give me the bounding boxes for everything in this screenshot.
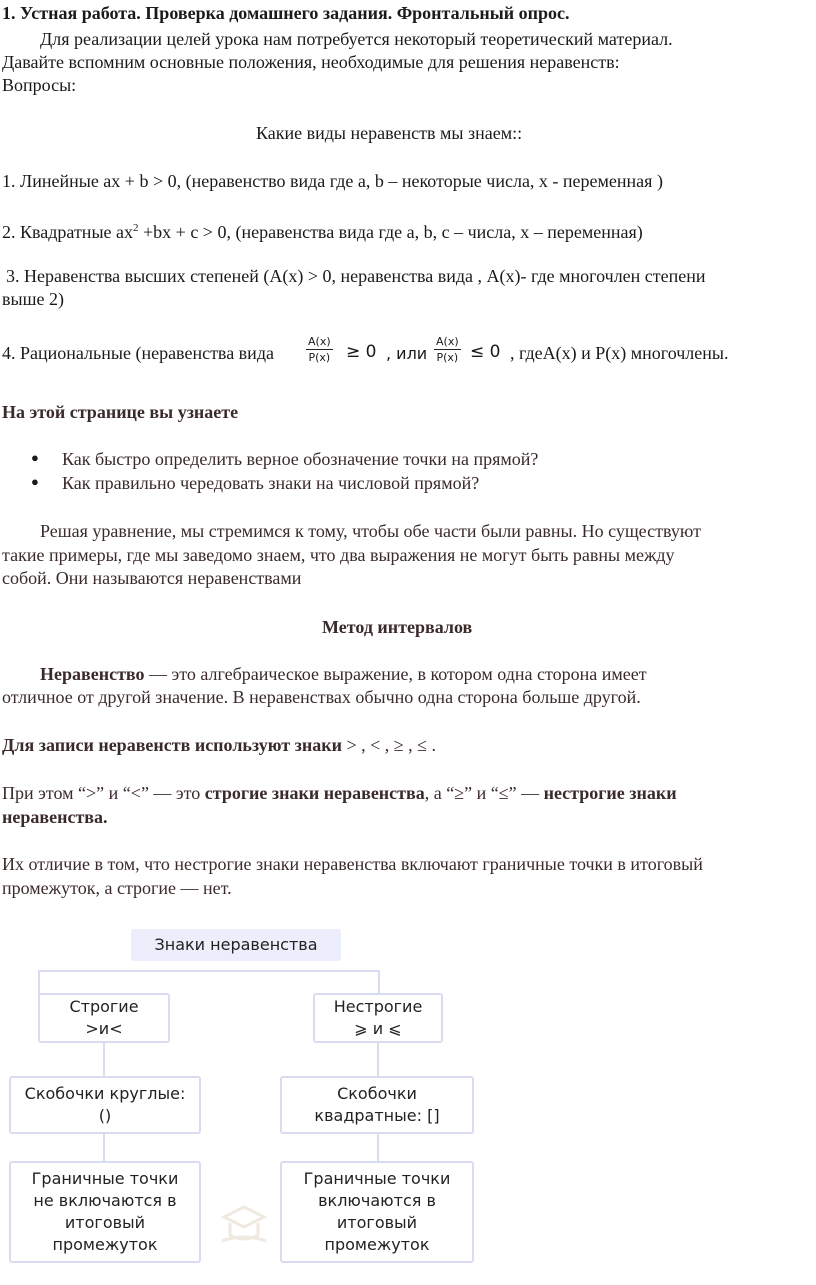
type-quadratic-sup: 2 bbox=[133, 222, 139, 234]
definition-term: Неравенство bbox=[40, 664, 145, 684]
nonstrict-box-title: Нестрогие bbox=[333, 997, 423, 1016]
signs-line bbox=[2, 734, 436, 756]
difference-line-2: промежуток, а строгие — нет. bbox=[2, 878, 232, 898]
rational-or: , или bbox=[386, 344, 428, 363]
type-linear: 1. Линейные ax + b > 0, (неравенство вида где а, b – некоторые числа, x - переменная ) bbox=[2, 171, 663, 191]
included-line-3: итоговый bbox=[336, 1213, 418, 1232]
learn-item: Как правильно чередовать знаки на числовой прямой? bbox=[62, 473, 480, 493]
connector-horizontal bbox=[38, 970, 380, 972]
signs-symbols: > , < , ≥ , ≤ . bbox=[342, 735, 437, 755]
para-line-1: Решая уравнение, мы стремимся к тому, чтобы обе части были равны. Но существуют bbox=[40, 521, 701, 541]
boundary-excluded-box bbox=[9, 1161, 201, 1263]
round-brackets-line-1: Скобочки круглые: bbox=[24, 1084, 186, 1103]
learn-title: На этой странице вы узнаете bbox=[2, 402, 239, 422]
rational-fraction-2 bbox=[434, 335, 461, 364]
strict-line-1 bbox=[2, 782, 677, 804]
excluded-line-2: не включаются в bbox=[33, 1191, 177, 1210]
bullet-icon: ● bbox=[31, 474, 39, 489]
fraction-1-numerator: A(x) bbox=[308, 335, 331, 348]
rational-relation-1: ≥ 0 bbox=[346, 342, 377, 362]
learn-item: Как быстро определить верное обозначение точки на прямой? bbox=[62, 449, 539, 469]
strict-bold-1: строгие знаки неравенства bbox=[204, 783, 425, 803]
type-higher-line-1: 3. Неравенства высших степеней (A(x) > 0, неравенства вида , A(x)- где многочлен степени bbox=[6, 266, 706, 286]
intro-line-1: Для реализации целей урока нам потребуется некоторый теоретический материал. bbox=[40, 29, 673, 49]
difference-line-1: Их отличие в том, что нестрогие знаки неравенства включают граничные точки в итоговый bbox=[2, 854, 703, 874]
included-line-2: включаются в bbox=[318, 1191, 436, 1210]
round-brackets-line-2: () bbox=[98, 1106, 112, 1125]
signs-bold: Для записи неравенств используют знаки bbox=[2, 735, 342, 755]
square-brackets-line-2: квадратные: [] bbox=[314, 1106, 440, 1125]
connector-round-down bbox=[103, 1134, 105, 1162]
type-rational-suffix: , гдеA(x) и P(x) многочлены. bbox=[510, 343, 729, 363]
connector-right bbox=[378, 970, 380, 994]
strict-text-1: При этом “>” и “<” — это bbox=[2, 783, 205, 803]
watermark-icon bbox=[214, 1203, 274, 1249]
connector-left bbox=[38, 970, 40, 994]
definition-line-1 bbox=[40, 663, 647, 685]
square-brackets-box bbox=[280, 1076, 474, 1134]
boundary-included-box bbox=[280, 1161, 474, 1263]
type-higher-line-2: выше 2) bbox=[2, 289, 64, 309]
type-quadratic-text-b: +bx + c > 0, (неравенства вида где а, b, c – числа, x – переменная) bbox=[138, 222, 643, 242]
round-brackets-box bbox=[9, 1076, 201, 1134]
diagram-root-box bbox=[131, 929, 341, 961]
para-line-2: такие примеры, где мы заведомо знаем, что два выражения не могут быть равны между bbox=[2, 545, 675, 565]
rational-relation-2: ≤ 0 bbox=[470, 342, 501, 362]
type-rational-prefix: 4. Рациональные (неравенства вида bbox=[2, 343, 274, 363]
strict-bold-2: нестрогие знаки bbox=[543, 783, 677, 803]
para-line-3: собой. Они называются неравенствами bbox=[2, 568, 302, 588]
included-line-1: Граничные точки bbox=[303, 1169, 451, 1188]
fraction-1-denominator: P(x) bbox=[308, 351, 331, 364]
type-quadratic-text-a: 2. Квадратные ax bbox=[2, 222, 134, 242]
connector-square-down bbox=[377, 1134, 379, 1162]
excluded-line-4: промежуток bbox=[52, 1235, 158, 1254]
rational-fraction-1 bbox=[306, 335, 333, 364]
fraction-2-numerator: A(x) bbox=[436, 335, 459, 348]
nonstrict-box bbox=[313, 993, 443, 1043]
method-title: Метод интервалов bbox=[322, 617, 473, 637]
question-heading: Какие виды неравенств мы знаем:: bbox=[256, 123, 523, 143]
connector-strict-down bbox=[103, 1043, 105, 1077]
strict-box bbox=[38, 993, 170, 1043]
fraction-2-denominator: P(x) bbox=[436, 351, 459, 364]
excluded-line-3: итоговый bbox=[64, 1213, 146, 1232]
diagram-root-label: Знаки неравенства bbox=[154, 935, 318, 954]
intro-line-2: Давайте вспомним основные положения, необходимые для решения неравенств: bbox=[2, 52, 620, 72]
nonstrict-box-signs: ⩾ и ⩽ bbox=[354, 1019, 402, 1038]
definition-line-2: отличное от другой значение. В неравенствах обычно одна сторона больше другой. bbox=[2, 687, 641, 707]
page-heading: 1. Устная работа. Проверка домашнего задания. Фронтальный опрос. bbox=[2, 3, 570, 23]
strict-box-signs: >и< bbox=[85, 1019, 123, 1038]
connector-nonstrict-down bbox=[377, 1043, 379, 1077]
strict-text-2: , а “≥” и “≤” — bbox=[424, 783, 544, 803]
definition-rest: — это алгебраическое выражение, в котором одна сторона имеет bbox=[144, 664, 647, 684]
included-line-4: промежуток bbox=[324, 1235, 430, 1254]
bullet-icon: ● bbox=[31, 450, 39, 465]
excluded-line-1: Граничные точки bbox=[31, 1169, 179, 1188]
intro-line-3: Вопросы: bbox=[2, 75, 77, 95]
type-quadratic bbox=[2, 217, 643, 243]
square-brackets-line-1: Скобочки bbox=[337, 1084, 417, 1103]
strict-box-title: Строгие bbox=[69, 997, 139, 1016]
strict-line-2: неравенства. bbox=[2, 807, 108, 827]
